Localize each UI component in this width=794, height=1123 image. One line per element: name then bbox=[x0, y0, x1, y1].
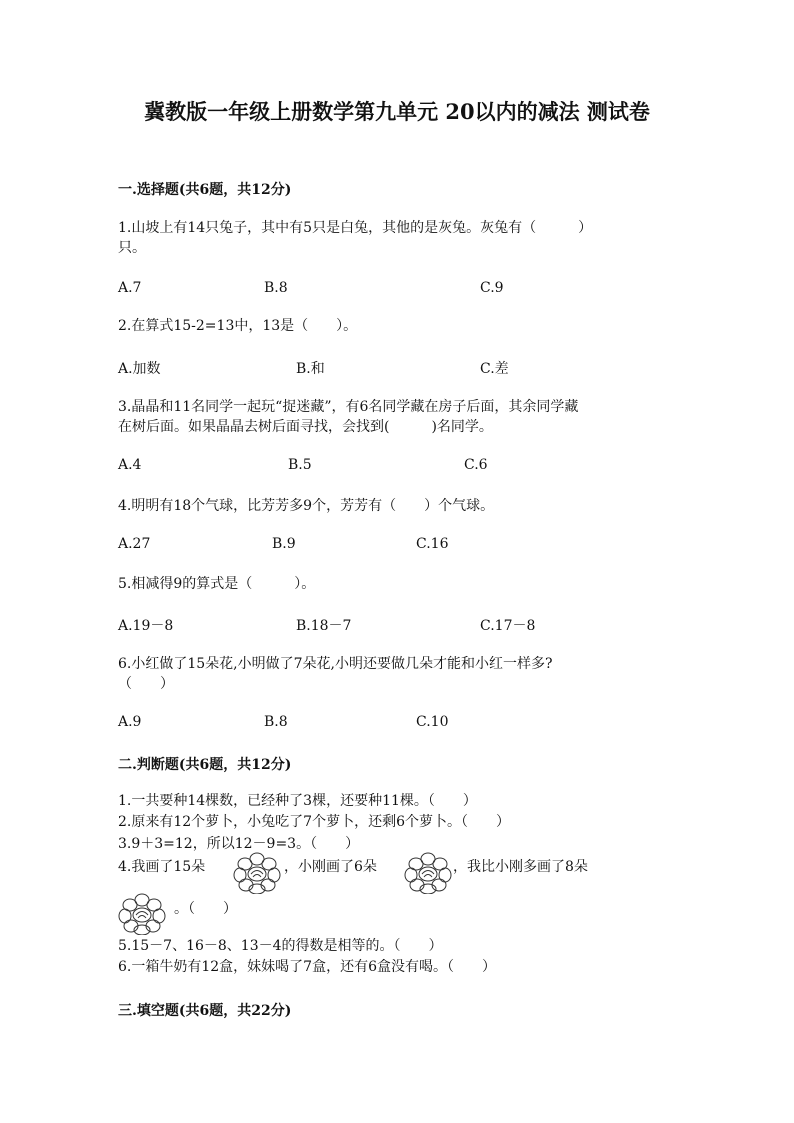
question-text: 1.山坡上有14只兔子，其中有5只是白兔，其他的是灰兔。灰兔有（ ） bbox=[118, 220, 593, 236]
question-text: 在树后面。如果晶晶去树后面寻找，会找到( )名同学。 bbox=[118, 419, 493, 435]
question-3 bbox=[118, 397, 678, 437]
section-judge-heading: 二.判断题(共6题，共12分) bbox=[118, 757, 292, 773]
option: B.5 bbox=[288, 457, 312, 473]
section-choice-heading: 一.选择题(共6题，共12分) bbox=[118, 182, 292, 198]
option: B.9 bbox=[272, 536, 296, 552]
question-6 bbox=[118, 654, 678, 694]
question-text: （ ） bbox=[118, 676, 174, 692]
judge-item-4-part-4: 。（ ） bbox=[174, 901, 237, 917]
option: B.8 bbox=[264, 280, 288, 296]
judge-item-4-part-2: ，小刚画了6朵 bbox=[284, 859, 377, 875]
judge-item-2: 2.原来有12个萝卜，小兔吃了7个萝卜，还剩6个萝卜。（ ） bbox=[118, 814, 510, 830]
option: B.8 bbox=[264, 714, 288, 730]
question-text: 3.晶晶和11名同学一起玩“捉迷藏”，有6名同学藏在房子后面，其余同学藏 bbox=[118, 399, 579, 415]
option: A.加数 bbox=[118, 361, 161, 377]
judge-item-4-part-1: 4.我画了15朵 bbox=[118, 859, 206, 875]
flower-icon bbox=[118, 893, 166, 935]
page-title: 冀教版一年级上册数学第九单元 20以内的减法 测试卷 bbox=[144, 99, 650, 124]
flower-icon bbox=[404, 852, 452, 894]
option: A.4 bbox=[118, 457, 142, 473]
option: A.27 bbox=[118, 536, 151, 552]
option: A.9 bbox=[118, 714, 142, 730]
section-fill-heading: 三.填空题(共6题，共22分) bbox=[118, 1003, 292, 1019]
option: C.10 bbox=[416, 714, 449, 730]
question-text: 只。 bbox=[118, 240, 146, 256]
option: C.16 bbox=[416, 536, 449, 552]
question-2: 2.在算式15-2=13中，13是（ ）。 bbox=[118, 318, 358, 334]
question-5: 5.相减得9的算式是（ ）。 bbox=[118, 576, 316, 592]
option: A.7 bbox=[118, 280, 142, 296]
judge-item-3: 3.9＋3=12，所以12－9=3。（ ） bbox=[118, 836, 360, 852]
option: C.6 bbox=[464, 457, 488, 473]
option: C.差 bbox=[480, 361, 509, 377]
question-1 bbox=[118, 218, 678, 258]
option: C.17－8 bbox=[480, 618, 536, 634]
option: A.19－8 bbox=[118, 618, 174, 634]
flower-icon bbox=[233, 852, 281, 894]
option: C.9 bbox=[480, 280, 504, 296]
judge-item-4-part-3: ，我比小刚多画了8朵 bbox=[453, 859, 588, 875]
judge-item-1: 1.一共要种14棵数，已经种了3棵，还要种11棵。（ ） bbox=[118, 793, 477, 809]
question-text: 6.小红做了15朵花,小明做了7朵花,小明还要做几朵才能和小红一样多? bbox=[118, 656, 553, 672]
option: B.和 bbox=[296, 361, 325, 377]
option: B.18－7 bbox=[296, 618, 352, 634]
question-4: 4.明明有18个气球，比芳芳多9个，芳芳有（ ）个气球。 bbox=[118, 498, 495, 514]
judge-item-6: 6.一箱牛奶有12盒，妹妹喝了7盒，还有6盒没有喝。（ ） bbox=[118, 959, 496, 975]
judge-item-5: 5.15－7、16－8、13－4的得数是相等的。（ ） bbox=[118, 938, 443, 954]
